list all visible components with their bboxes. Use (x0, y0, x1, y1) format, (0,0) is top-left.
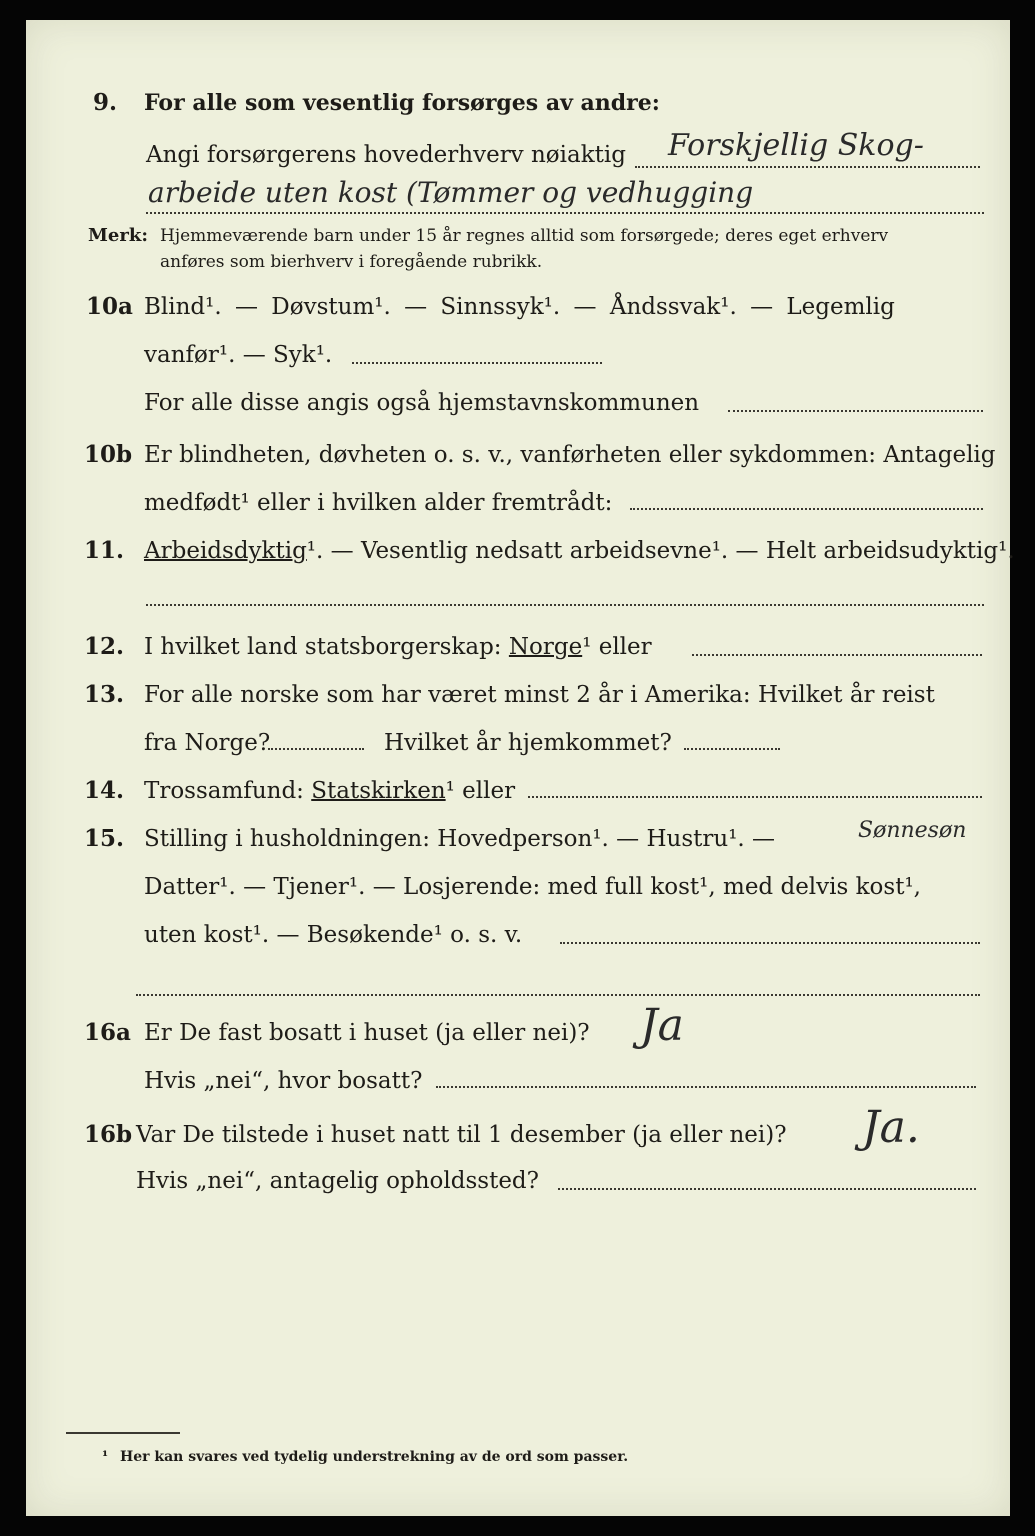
q9-answer-line2 (146, 212, 984, 214)
q15-line1: Stilling i husholdningen: Hovedperson¹. — Hustru¹. — (144, 826, 776, 852)
q14-number: 14. (84, 777, 125, 804)
merk-label: Merk: (88, 225, 148, 246)
q11-number: 11. (84, 537, 125, 564)
merk-line2: anføres som bierhverv i foregående rubrikk. (160, 252, 543, 272)
q14-field[interactable] (528, 796, 982, 798)
q16a-field[interactable] (436, 1086, 976, 1088)
q9-number: 9. (93, 89, 118, 116)
q10a-hjemstavn-field[interactable] (728, 410, 983, 412)
q13-reist-field[interactable] (268, 748, 364, 750)
q10a-number: 10a (86, 293, 133, 320)
q12-field[interactable] (692, 654, 982, 656)
q10b-line1: Er blindheten, døvheten o. s. v., vanførheten eller sykdommen: Antagelig (144, 442, 996, 468)
q14-rest: ¹ eller (445, 778, 516, 804)
q16a-line1: Er De fast bosatt i huset (ja eller nei)? (144, 1020, 590, 1046)
q9-title: For alle som vesentlig forsørges av andre: (144, 90, 660, 116)
q10b-number: 10b (84, 441, 133, 468)
q16b-number: 16b (84, 1121, 133, 1148)
q16b-answer: Ja. (862, 1102, 920, 1153)
merk-line1: Hjemmeværende barn under 15 år regnes alltid som forsørgede; deres eget erhverv (160, 226, 889, 246)
q13-hjemkommet-field[interactable] (684, 748, 780, 750)
q16a-line2: Hvis „nei“, hvor bosatt? (144, 1068, 423, 1094)
q11-rest: ¹. — Vesentlig nedsatt arbeidsevne¹. — Helt arbeidsudyktig¹. (306, 538, 1015, 564)
q9-answer1: Forskjellig Skog- (668, 128, 924, 163)
q14-line (144, 776, 515, 806)
q11-line (144, 536, 1015, 566)
q15-answer: Sønnesøn (858, 818, 967, 843)
q15-number: 15. (84, 825, 125, 852)
q13-line2b: Hvilket år hjemkommet? (384, 730, 672, 756)
q9-answer-line1 (635, 166, 980, 168)
q10b-line2: medfødt¹ eller i hvilken alder fremtrådt: (144, 490, 613, 516)
q14-option-statskirken: Statskirken (311, 778, 446, 804)
q16b-field[interactable] (558, 1188, 976, 1190)
q12-line (144, 632, 652, 662)
q13-line1: For alle norske som har været minst 2 år i Amerika: Hvilket år reist (144, 682, 935, 708)
q16a-number: 16a (84, 1019, 131, 1046)
footnote-mark: ¹ (102, 1449, 109, 1465)
q12-rest: ¹ eller (582, 634, 652, 660)
q16b-line1: Var De tilstede i huset natt til 1 desember (ja eller nei)? (136, 1122, 787, 1148)
q11-extra-line (146, 604, 984, 606)
footnote-rule (66, 1432, 180, 1434)
q10b-field[interactable] (630, 508, 983, 510)
q15-line3: uten kost¹. — Besøkende¹ o. s. v. (144, 922, 523, 948)
q10a-line2: vanfør¹. — Syk¹. (144, 342, 333, 368)
q10a-syk-field[interactable] (352, 362, 602, 364)
q15-extra-line (136, 994, 980, 996)
q12-number: 12. (84, 633, 125, 660)
q15-field[interactable] (560, 942, 980, 944)
q15-line2: Datter¹. — Tjener¹. — Losjerende: med full kost¹, med delvis kost¹, (144, 874, 921, 900)
q9-answer2: arbeide uten kost (Tømmer og vedhugging (148, 176, 754, 209)
q12-text: I hvilket land statsborgerskap: (144, 634, 502, 660)
q12-option-norge: Norge (508, 634, 583, 660)
q11-option-arbeidsdyktig: Arbeidsdyktig (144, 538, 307, 564)
q16a-answer: Ja (640, 1000, 684, 1051)
q9-line1: Angi forsørgerens hovederhverv nøiaktig (146, 142, 626, 168)
q16b-line2: Hvis „nei“, antagelig opholdssted? (136, 1168, 539, 1194)
q10a-line1: Blind¹. — Døvstum¹. — Sinnssyk¹. — Åndssvak¹. — Legemlig (144, 294, 895, 320)
q10a-line3: For alle disse angis også hjemstavnskommunen (144, 390, 700, 416)
q14-text: Trossamfund: (144, 778, 304, 804)
q13-number: 13. (84, 681, 125, 708)
q13-line2a: fra Norge? (144, 730, 271, 756)
footnote-text: Her kan svares ved tydelig understrekning av de ord som passer. (120, 1449, 629, 1465)
